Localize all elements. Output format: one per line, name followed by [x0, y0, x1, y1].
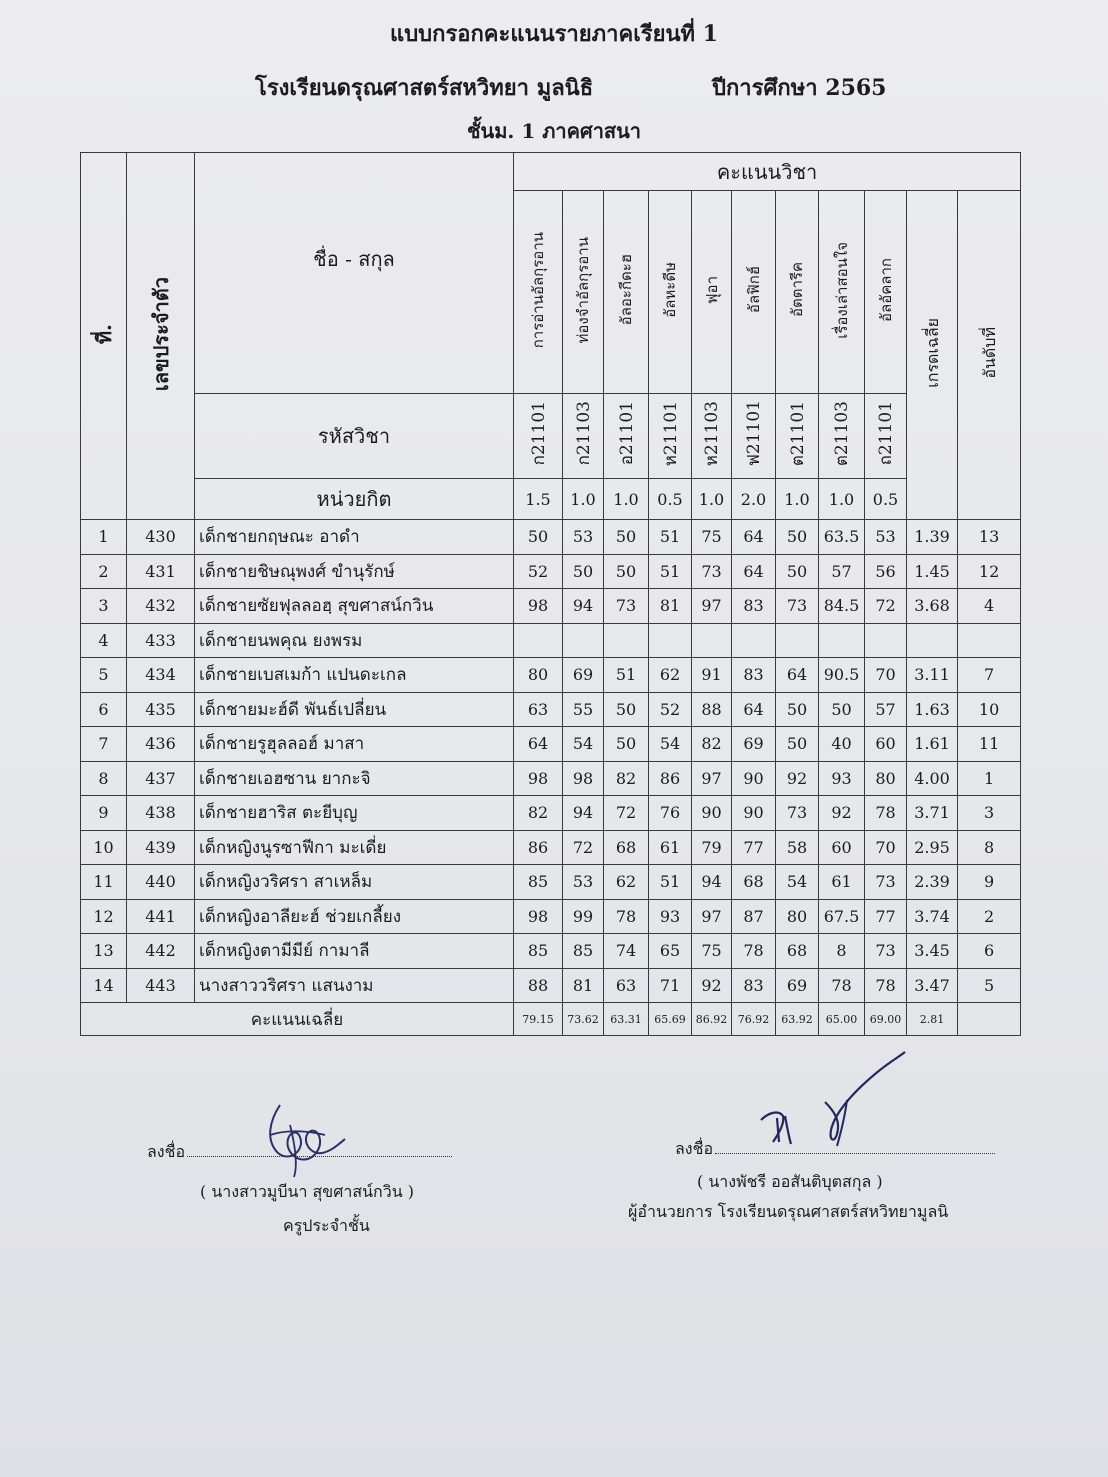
score-cell: 64: [514, 727, 563, 762]
gpa-cell: 3.74: [907, 899, 958, 934]
student-id: 443: [127, 968, 195, 1003]
score-cell: 64: [732, 692, 776, 727]
score-cell: 51: [649, 865, 692, 900]
score-cell: 78: [604, 899, 649, 934]
right-signer-role: ผู้อำนวยการ โรงเรียนดรุณศาสตร์สหวิทยามูลนิ: [628, 1202, 949, 1221]
table-row: [81, 899, 1021, 934]
col-no-header: ที่.: [81, 153, 127, 520]
rank-header: อันดับที่: [958, 191, 1021, 520]
score-cell: 65: [649, 934, 692, 969]
rank-cell: 13: [958, 520, 1021, 555]
student-id: 433: [127, 623, 195, 658]
score-cell: 52: [649, 692, 692, 727]
subject-code: ต21101: [776, 394, 819, 479]
rank-cell: 8: [958, 830, 1021, 865]
academic-year: ปีการศึกษา 2565: [712, 75, 887, 101]
score-cell: 98: [514, 899, 563, 934]
score-cell: 50: [776, 692, 819, 727]
gpa-cell: 1.39: [907, 520, 958, 555]
subject-credit: 0.5: [865, 479, 907, 520]
score-cell: 73: [776, 796, 819, 831]
student-name: เด็กหญิงนูรซาฟีกา มะเดี่ย: [195, 830, 514, 865]
score-cell: 72: [604, 796, 649, 831]
student-id: 434: [127, 658, 195, 693]
score-cell: 97: [692, 761, 732, 796]
table-row: [81, 520, 1021, 555]
score-cell: 93: [649, 899, 692, 934]
student-id: 440: [127, 865, 195, 900]
score-cell: 94: [563, 796, 604, 831]
row-number: 11: [81, 865, 127, 900]
table-row: [81, 968, 1021, 1003]
table-row: [81, 865, 1021, 900]
score-cell: 51: [649, 554, 692, 589]
col-name-header: ชื่อ - สกุล: [195, 153, 514, 394]
subject-credit: 1.5: [514, 479, 563, 520]
score-cell: [649, 623, 692, 658]
student-name: เด็กชายฮาริส ตะยีบุญ: [195, 796, 514, 831]
student-name: เด็กชายเอฮซาน ยากะจิ: [195, 761, 514, 796]
score-cell: 84.5: [819, 589, 865, 624]
score-cell: 73: [865, 934, 907, 969]
score-cell: 86: [649, 761, 692, 796]
gpa-cell: 1.63: [907, 692, 958, 727]
gpa-cell: 3.11: [907, 658, 958, 693]
score-cell: 69: [776, 968, 819, 1003]
score-cell: 52: [514, 554, 563, 589]
score-cell: 77: [865, 899, 907, 934]
student-name: เด็กหญิงวริศรา สาเหล็ม: [195, 865, 514, 900]
score-cell: [776, 623, 819, 658]
right-sign-label: ลงชื่อ: [675, 1139, 714, 1158]
row-number: 13: [81, 934, 127, 969]
gpa-cell: 4.00: [907, 761, 958, 796]
subject-average: 79.15: [514, 1003, 563, 1036]
score-cell: 92: [819, 796, 865, 831]
score-cell: 78: [819, 968, 865, 1003]
subject-name: อัลอะกีดะฮ: [604, 191, 649, 394]
score-cell: 74: [604, 934, 649, 969]
rank-cell: 6: [958, 934, 1021, 969]
student-id: 432: [127, 589, 195, 624]
score-cell: 50: [604, 520, 649, 555]
score-cell: 50: [514, 520, 563, 555]
subject-credit: 1.0: [604, 479, 649, 520]
score-cell: 57: [819, 554, 865, 589]
student-name: เด็กชายกฤษณะ อาดำ: [195, 520, 514, 555]
row-number: 5: [81, 658, 127, 693]
subject-name: อัตตารีค: [776, 191, 819, 394]
score-cell: 58: [776, 830, 819, 865]
rank-cell: 1: [958, 761, 1021, 796]
score-cell: 70: [865, 658, 907, 693]
rank-cell: 9: [958, 865, 1021, 900]
score-cell: [732, 623, 776, 658]
score-cell: 61: [649, 830, 692, 865]
score-cell: 64: [776, 658, 819, 693]
student-name: นางสาววริศรา แสนงาม: [195, 968, 514, 1003]
score-cell: [865, 623, 907, 658]
left-sign-label: ลงชื่อ: [147, 1142, 186, 1161]
score-cell: 50: [776, 727, 819, 762]
table-row: [81, 554, 1021, 589]
table-row: [81, 796, 1021, 831]
score-cell: 68: [604, 830, 649, 865]
score-cell: 62: [604, 865, 649, 900]
subject-name: ฟุอา: [692, 191, 732, 394]
student-id: 437: [127, 761, 195, 796]
subject-code: ห21103: [692, 394, 732, 479]
subject-code: ก21103: [563, 394, 604, 479]
score-cell: 54: [776, 865, 819, 900]
score-cell: 80: [514, 658, 563, 693]
score-cell: 86: [514, 830, 563, 865]
score-cell: 87: [732, 899, 776, 934]
student-id: 438: [127, 796, 195, 831]
gpa-cell: 3.68: [907, 589, 958, 624]
score-cell: 64: [732, 554, 776, 589]
subject-credit: 1.0: [819, 479, 865, 520]
gpa-header: เกรดเฉลี่ย: [907, 191, 958, 520]
rank-cell: 4: [958, 589, 1021, 624]
subject-average: 63.31: [604, 1003, 649, 1036]
student-name: เด็กชายมะฮ์ดี พันธ์เปลี่ยน: [195, 692, 514, 727]
student-id: 435: [127, 692, 195, 727]
score-cell: 50: [604, 692, 649, 727]
score-cell: 56: [865, 554, 907, 589]
score-cell: 85: [514, 865, 563, 900]
score-cell: 8: [819, 934, 865, 969]
score-cell: 73: [692, 554, 732, 589]
score-cell: 79: [692, 830, 732, 865]
score-cell: 83: [732, 589, 776, 624]
score-cell: 90: [732, 796, 776, 831]
score-cell: 88: [514, 968, 563, 1003]
score-cell: [604, 623, 649, 658]
score-cell: 68: [776, 934, 819, 969]
gpa-cell: 3.45: [907, 934, 958, 969]
student-id: 439: [127, 830, 195, 865]
score-cell: 50: [604, 727, 649, 762]
score-cell: 50: [604, 554, 649, 589]
score-cell: 97: [692, 589, 732, 624]
subject-average: 65.00: [819, 1003, 865, 1036]
student-name: เด็กชายซัยฟุลลอฮฺ สุขศาสน์กวิน: [195, 589, 514, 624]
table-row: [81, 761, 1021, 796]
score-cell: 69: [732, 727, 776, 762]
score-cell: 54: [649, 727, 692, 762]
average-label: คะแนนเฉลี่ย: [81, 1003, 514, 1036]
score-cell: 70: [865, 830, 907, 865]
subject-credit: 1.0: [776, 479, 819, 520]
student-id: 436: [127, 727, 195, 762]
score-cell: 60: [819, 830, 865, 865]
score-cell: 99: [563, 899, 604, 934]
score-cell: 50: [776, 520, 819, 555]
score-cell: 63: [514, 692, 563, 727]
score-cell: 71: [649, 968, 692, 1003]
score-cell: 98: [514, 589, 563, 624]
score-cell: 60: [865, 727, 907, 762]
table-row: [81, 658, 1021, 693]
subject-credit: 1.0: [563, 479, 604, 520]
score-cell: 75: [692, 934, 732, 969]
row-number: 14: [81, 968, 127, 1003]
score-cell: 98: [514, 761, 563, 796]
score-cell: 75: [692, 520, 732, 555]
table-row: [81, 692, 1021, 727]
subject-average: 76.92: [732, 1003, 776, 1036]
subject-code: ต21103: [819, 394, 865, 479]
score-cell: 72: [563, 830, 604, 865]
subject-credit: 1.0: [692, 479, 732, 520]
left-signer-role: ครูประจำชั้น: [283, 1216, 370, 1235]
school-name: โรงเรียนดรุณศาสตร์สหวิทยา มูลนิธิ: [255, 75, 594, 101]
credit-label: หน่วยกิต: [195, 479, 514, 520]
code-label: รหัสวิชา: [195, 394, 514, 479]
gpa-cell: [907, 623, 958, 658]
subject-code: ถ21101: [865, 394, 907, 479]
gpa-cell: 2.39: [907, 865, 958, 900]
score-cell: 51: [649, 520, 692, 555]
student-name: เด็กชายเบสเมก้า แปนดะเกล: [195, 658, 514, 693]
rank-cell: 3: [958, 796, 1021, 831]
subject-name: การอ่านอัลกุรอาน: [514, 191, 563, 394]
student-id: 442: [127, 934, 195, 969]
rank-cell: 12: [958, 554, 1021, 589]
score-cell: 94: [692, 865, 732, 900]
subject-name: เรื่องเล่าสอนใจ: [819, 191, 865, 394]
subject-code: ก21101: [514, 394, 563, 479]
table-row: [81, 934, 1021, 969]
score-cell: 78: [865, 796, 907, 831]
score-cell: 93: [819, 761, 865, 796]
subject-credit: 2.0: [732, 479, 776, 520]
score-cell: 90: [732, 761, 776, 796]
student-id: 431: [127, 554, 195, 589]
score-cell: 73: [776, 589, 819, 624]
score-cell: 92: [776, 761, 819, 796]
class-name: ชั้นม. 1 ภาคศาสนา: [466, 119, 642, 143]
score-cell: 94: [563, 589, 604, 624]
subject-name: อัลฟิกฮ์: [732, 191, 776, 394]
score-cell: 91: [692, 658, 732, 693]
scores-header: คะแนนวิชา: [514, 153, 1021, 191]
score-cell: 40: [819, 727, 865, 762]
row-number: 9: [81, 796, 127, 831]
subject-name: ท่องจำอัลกุรอาน: [563, 191, 604, 394]
score-cell: 53: [563, 520, 604, 555]
row-number: 4: [81, 623, 127, 658]
score-cell: [514, 623, 563, 658]
right-handwritten-signature: [755, 1050, 915, 1160]
score-cell: 64: [732, 520, 776, 555]
student-name: เด็กชายรูฮุลลอฮ์ มาสา: [195, 727, 514, 762]
score-cell: 67.5: [819, 899, 865, 934]
score-cell: 62: [649, 658, 692, 693]
score-cell: 57: [865, 692, 907, 727]
score-cell: 85: [563, 934, 604, 969]
score-cell: 63: [604, 968, 649, 1003]
left-handwritten-signature: [250, 1095, 360, 1180]
score-cell: 83: [732, 968, 776, 1003]
score-cell: 80: [776, 899, 819, 934]
average-gpa: 2.81: [907, 1003, 958, 1036]
score-cell: 54: [563, 727, 604, 762]
score-cell: 88: [692, 692, 732, 727]
subject-credit: 0.5: [649, 479, 692, 520]
row-number: 7: [81, 727, 127, 762]
score-cell: 50: [563, 554, 604, 589]
student-id: 430: [127, 520, 195, 555]
score-cell: [819, 623, 865, 658]
subject-name: อัลอัคลาก: [865, 191, 907, 394]
score-cell: 83: [732, 658, 776, 693]
score-cell: 78: [732, 934, 776, 969]
subject-average: 63.92: [776, 1003, 819, 1036]
table-row: [81, 727, 1021, 762]
gpa-cell: 3.47: [907, 968, 958, 1003]
score-cell: 80: [865, 761, 907, 796]
subject-average: 69.00: [865, 1003, 907, 1036]
score-cell: 63.5: [819, 520, 865, 555]
rank-cell: 11: [958, 727, 1021, 762]
average-rank-empty: [958, 1003, 1021, 1036]
table-row: [81, 623, 1021, 658]
student-name: เด็กหญิงตามีมีย์ กามาลี: [195, 934, 514, 969]
student-name: เด็กชายนพคุณ ยงพรม: [195, 623, 514, 658]
score-cell: 78: [865, 968, 907, 1003]
row-number: 3: [81, 589, 127, 624]
student-name: เด็กชายชิษณุพงศ์ ขำนุรักษ์: [195, 554, 514, 589]
score-cell: 50: [776, 554, 819, 589]
subject-name: อัลหะดีษ: [649, 191, 692, 394]
row-number: 10: [81, 830, 127, 865]
score-cell: 55: [563, 692, 604, 727]
score-cell: 61: [819, 865, 865, 900]
score-cell: 82: [692, 727, 732, 762]
rank-cell: 2: [958, 899, 1021, 934]
table-row: [81, 589, 1021, 624]
right-signer-name: ( นางพัชรี ออสันติบุตสกุล ): [697, 1172, 883, 1191]
score-cell: 82: [604, 761, 649, 796]
subject-code: ห21101: [649, 394, 692, 479]
score-table: [80, 152, 1021, 1036]
score-cell: 81: [649, 589, 692, 624]
score-cell: 92: [692, 968, 732, 1003]
left-signer-name: ( นางสาวมูบีนา สุขศาสน์กวิน ): [200, 1182, 414, 1201]
gpa-cell: 2.95: [907, 830, 958, 865]
score-cell: 53: [563, 865, 604, 900]
row-number: 2: [81, 554, 127, 589]
student-id: 441: [127, 899, 195, 934]
form-title: แบบกรอกคะแนนรายภาคเรียนที่ 1: [390, 21, 718, 47]
score-cell: 98: [563, 761, 604, 796]
gpa-cell: 1.45: [907, 554, 958, 589]
score-cell: 69: [563, 658, 604, 693]
score-cell: 97: [692, 899, 732, 934]
subject-average: 65.69: [649, 1003, 692, 1036]
row-number: 6: [81, 692, 127, 727]
col-id-header: เลขประจำตัว: [127, 153, 195, 520]
score-cell: 82: [514, 796, 563, 831]
subject-average: 86.92: [692, 1003, 732, 1036]
student-name: เด็กหญิงอาลียะฮ์ ช่วยเกลี้ยง: [195, 899, 514, 934]
row-number: 1: [81, 520, 127, 555]
rank-cell: 5: [958, 968, 1021, 1003]
gpa-cell: 1.61: [907, 727, 958, 762]
score-cell: 90: [692, 796, 732, 831]
rank-cell: 7: [958, 658, 1021, 693]
subject-code: ฟ21101: [732, 394, 776, 479]
subject-code: อ21101: [604, 394, 649, 479]
rank-cell: 10: [958, 692, 1021, 727]
score-cell: [692, 623, 732, 658]
score-cell: 90.5: [819, 658, 865, 693]
table-row: [81, 830, 1021, 865]
score-cell: 85: [514, 934, 563, 969]
score-cell: 73: [604, 589, 649, 624]
gpa-cell: 3.71: [907, 796, 958, 831]
score-cell: 76: [649, 796, 692, 831]
score-cell: 77: [732, 830, 776, 865]
row-number: 8: [81, 761, 127, 796]
score-cell: [563, 623, 604, 658]
rank-cell: [958, 623, 1021, 658]
score-cell: 50: [819, 692, 865, 727]
row-number: 12: [81, 899, 127, 934]
score-cell: 51: [604, 658, 649, 693]
score-cell: 53: [865, 520, 907, 555]
score-cell: 73: [865, 865, 907, 900]
subject-average: 73.62: [563, 1003, 604, 1036]
score-cell: 81: [563, 968, 604, 1003]
score-cell: 68: [732, 865, 776, 900]
score-cell: 72: [865, 589, 907, 624]
